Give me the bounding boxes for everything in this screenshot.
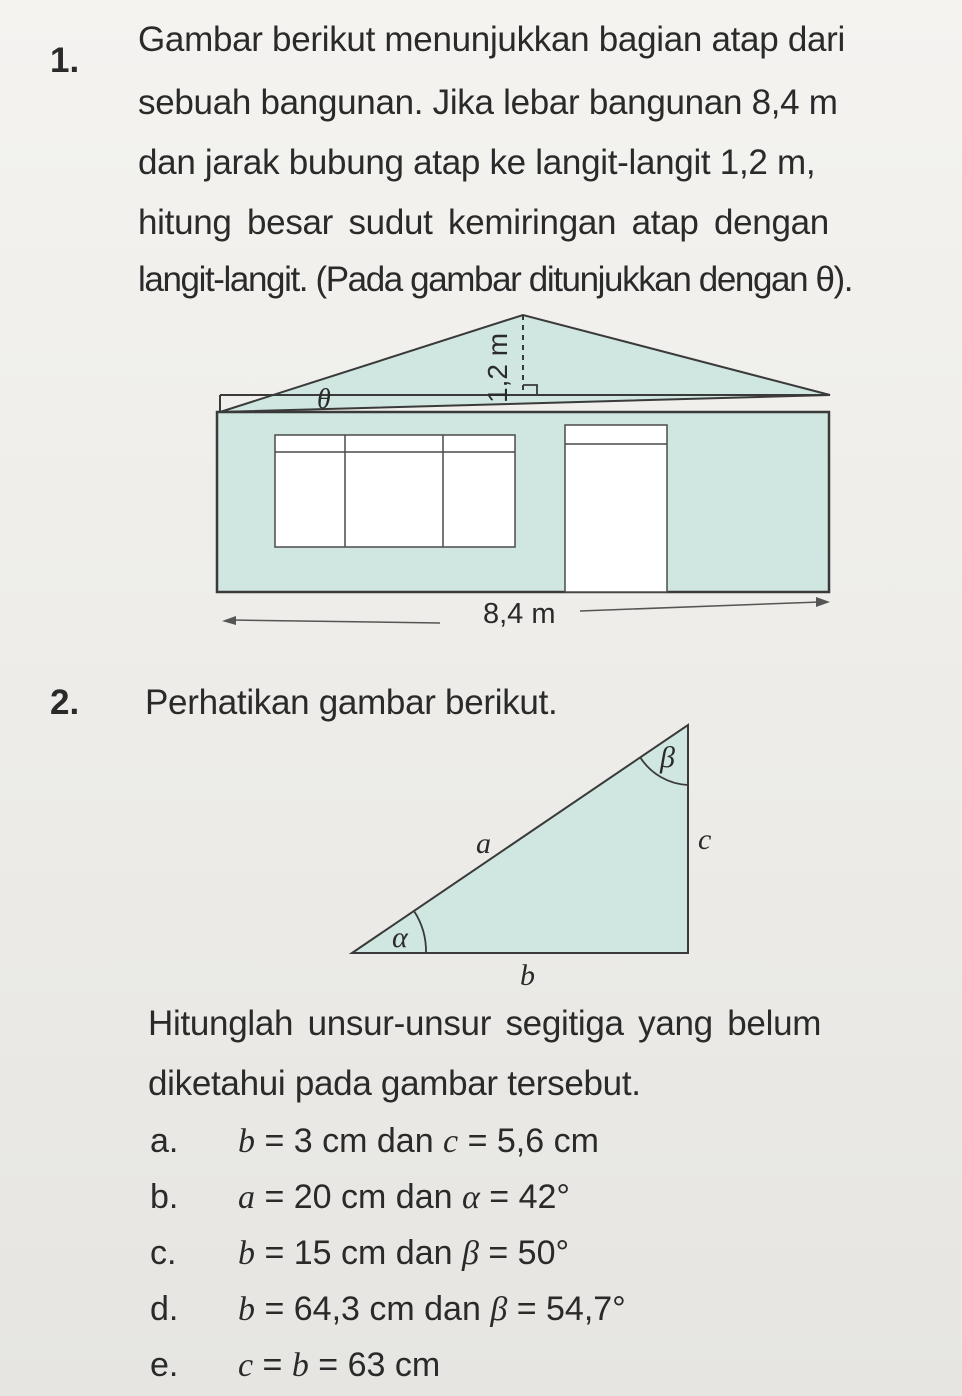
item-text-2: = 54,7° xyxy=(507,1290,626,1328)
item-var-1: a xyxy=(238,1179,255,1216)
q2-instruction-line-2: diketahui pada gambar tersebut. xyxy=(148,1064,641,1103)
item-expression xyxy=(238,1292,626,1327)
item-text-2: = 50° xyxy=(478,1234,570,1272)
alpha-label: α xyxy=(392,921,408,954)
item-text-1: = 3 cm dan xyxy=(255,1122,444,1160)
item-label: a. xyxy=(150,1122,179,1160)
window xyxy=(275,435,515,547)
item-text-1: = 64,3 cm dan xyxy=(255,1290,491,1328)
q1-line-2: sebuah bangunan. Jika lebar bangunan 8,4 m xyxy=(138,83,838,122)
q1-line-4: hitung besar sudut kemiringan atap dengan xyxy=(138,203,829,242)
question-1-number: 1. xyxy=(50,41,80,80)
theta-label: θ xyxy=(317,384,331,415)
side-b-label: b xyxy=(520,959,535,992)
item-label: e. xyxy=(150,1346,179,1384)
item-expression xyxy=(238,1180,570,1215)
item-text-2: = 63 cm xyxy=(308,1346,441,1384)
q2-instruction-line-1: Hitunglah unsur-unsur segitiga yang belum xyxy=(148,1004,822,1043)
item-expression xyxy=(238,1124,599,1159)
door xyxy=(565,425,667,592)
q2-title: Perhatikan gambar berikut. xyxy=(145,683,558,722)
q1-line-3: dan jarak bubung atap ke langit-langit 1,2 m, xyxy=(138,143,816,182)
height-label: 1,2 m xyxy=(482,332,513,403)
item-label: c. xyxy=(150,1234,177,1272)
item-label: d. xyxy=(150,1290,179,1328)
item-label: b. xyxy=(150,1178,179,1216)
item-expression xyxy=(238,1236,569,1271)
item-var-1: c xyxy=(238,1347,254,1384)
item-expression xyxy=(238,1348,440,1383)
item-var-1: b xyxy=(238,1123,255,1160)
item-text-1: = xyxy=(253,1346,292,1384)
beta-label: β xyxy=(660,741,675,774)
question-2-number: 2. xyxy=(50,683,80,722)
item-var-2: c xyxy=(443,1123,459,1160)
q1-line-1-text: Gambar berikut menunjukkan bagian atap dari xyxy=(138,20,845,59)
item-var-1: b xyxy=(238,1291,255,1328)
side-a-label: a xyxy=(476,827,491,860)
item-text-2: = 42° xyxy=(479,1178,570,1216)
q1-line-5: langit-langit. (Pada gambar ditunjukkan dengan θ). xyxy=(138,260,853,299)
width-label: 8,4 m xyxy=(483,598,556,630)
roof-triangle xyxy=(220,315,830,412)
side-c-label: c xyxy=(698,823,712,856)
house-roof-figure xyxy=(200,305,850,635)
item-var-1: b xyxy=(238,1235,255,1272)
right-triangle xyxy=(352,725,688,953)
item-text-1: = 15 cm dan xyxy=(255,1234,462,1272)
item-var-2: α xyxy=(461,1179,480,1216)
item-var-2: β xyxy=(461,1235,479,1272)
item-var-2: b xyxy=(291,1347,309,1384)
item-var-2: β xyxy=(490,1291,508,1328)
right-triangle-figure xyxy=(340,715,720,995)
item-text-1: = 20 cm dan xyxy=(255,1178,462,1216)
item-text-2: = 5,6 cm xyxy=(458,1122,599,1160)
q1-line-1 xyxy=(138,22,908,57)
